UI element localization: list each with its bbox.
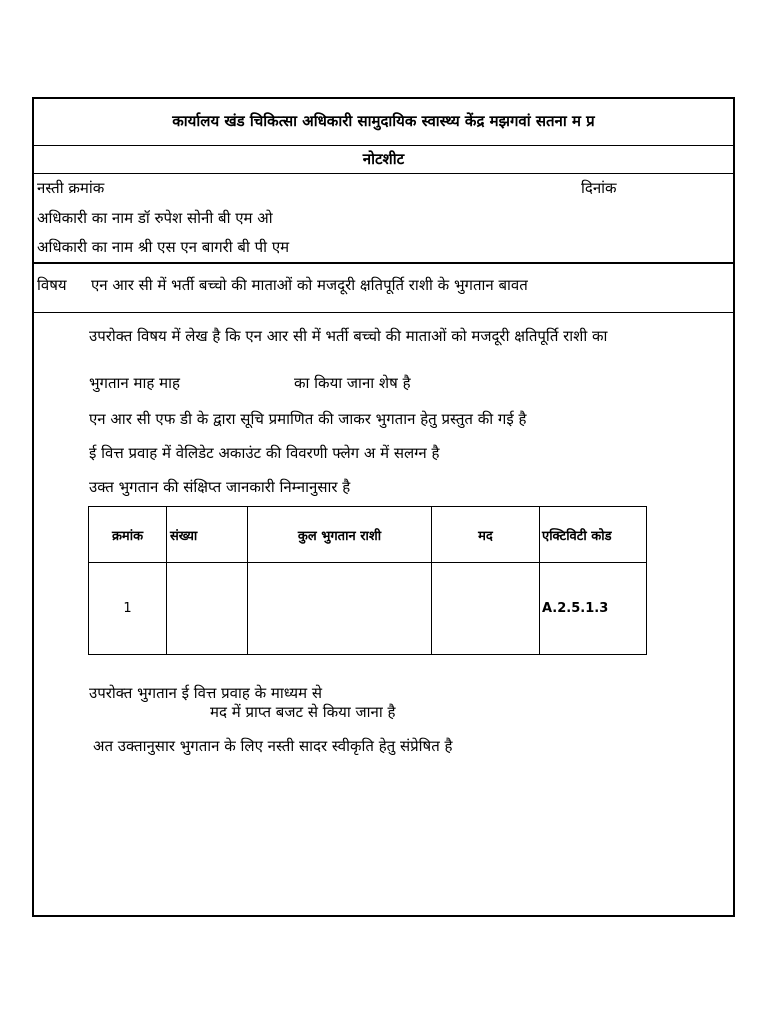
header-serial: क्रमांक <box>89 507 167 563</box>
body-line-3: एन आर सी एफ डी के द्वारा सूचि प्रमाणित की जाकर भुगतान हेतु प्रस्तुत की गई है <box>89 410 527 428</box>
divider <box>34 145 733 146</box>
subject-label: विषय <box>37 276 67 294</box>
cell-activity-code: A.2.5.1.3 <box>540 563 647 655</box>
table-row <box>89 563 647 655</box>
file-number-label: नस्ती क्रमांक <box>37 179 105 197</box>
header-total-amount: कुल भुगतान राशी <box>248 507 432 563</box>
divider <box>34 262 733 264</box>
after-line-1: उपरोक्त भुगतान ई वित्त प्रवाह के माध्यम से <box>89 684 322 702</box>
payment-summary-table <box>88 506 647 655</box>
body-line-2b: का किया जाना शेष है <box>294 374 411 392</box>
subject-text: एन आर सी में भर्ती बच्चो की माताओं को मजदूरी क्षतिपूर्ति राशी के भुगतान बावत <box>91 276 528 294</box>
after-line-2: मद में प्राप्त बजट से किया जाना है <box>210 703 396 721</box>
body-line-4: ई वित्त प्रवाह में वेलिडेट अकाउंट की विवरणी फ्लेग अ में सलग्न है <box>89 444 440 462</box>
cell-serial: 1 <box>89 563 167 655</box>
cell-total-amount <box>248 563 432 655</box>
date-label: दिनांक <box>581 179 617 197</box>
officer-name-1: अधिकारी का नाम डॉ रुपेश सोनी बी एम ओ <box>37 209 273 227</box>
notesheet-title: नोटशीट <box>362 150 405 168</box>
cell-count <box>167 563 248 655</box>
body-line-5: उक्त भुगतान की संक्षिप्त जानकारी निम्नानुसार है <box>89 478 351 496</box>
officer-name-2: अधिकारी का नाम श्री एस एन बागरी बी पी एम <box>37 238 290 256</box>
body-line-2a: भुगतान माह माह <box>89 374 180 392</box>
divider <box>34 312 733 313</box>
body-line-1: उपरोक्त विषय में लेख है कि एन आर सी में भर्ती बच्चो की माताओं को मजदूरी क्षतिपूर्ति राशी का <box>89 327 608 345</box>
office-title: कार्यालय खंड चिकित्सा अधिकारी सामुदायिक स्वास्थ्य केंद्र मझगवां सतना म प्र <box>172 112 595 130</box>
header-head: मद <box>432 507 540 563</box>
notesheet-frame <box>32 97 735 917</box>
header-activity-code: एक्टिविटी कोड <box>540 507 647 563</box>
header-count: संख्या <box>167 507 248 563</box>
after-line-3: अत उक्तानुसार भुगतान के लिए नस्ती सादर स्वीकृति हेतु संप्रेषित है <box>93 737 453 755</box>
cell-head <box>432 563 540 655</box>
table-header-row <box>89 507 647 563</box>
divider <box>34 173 733 174</box>
